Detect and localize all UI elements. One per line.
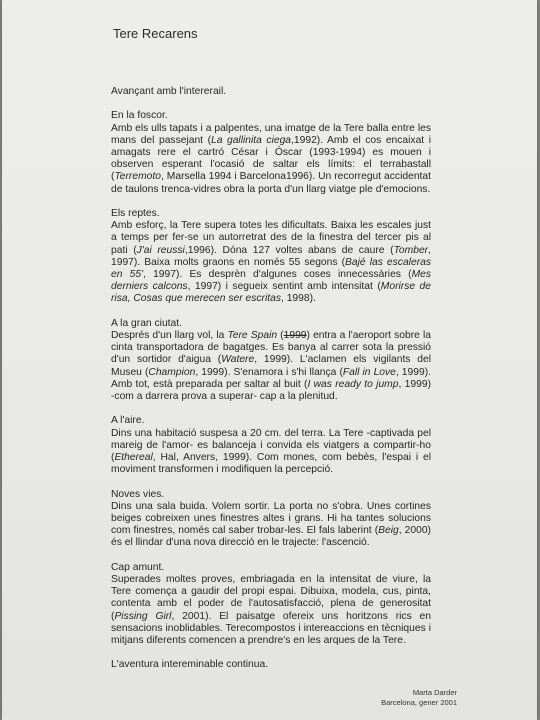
- section-heading: A l'aire.: [111, 415, 145, 427]
- closing-line: L'aventura intereminable continua.: [111, 659, 269, 671]
- work-title: I was ready to jump: [307, 378, 399, 390]
- work-title: J'ai reussi: [136, 244, 185, 256]
- intro-paragraph: Avançant amb l'intererail.: [111, 86, 227, 97]
- section-paragraph: [111, 489, 431, 550]
- section-heading: Els reptes.: [111, 208, 160, 219]
- work-title: Champion: [148, 366, 196, 378]
- work-title: Pissing Girl: [114, 610, 172, 622]
- section-paragraph: [111, 208, 431, 306]
- body-text-segment: Amb esforç, la Tere supera totes les dificultats. Baixa les escales just a temps per fer-se un autorretrat des de la finestra del tercer pis al pati (: [111, 220, 431, 256]
- work-title: Terremoto: [114, 171, 161, 183]
- document-page: [2, 0, 537, 720]
- body-text-segment: , 2000) és el llindar d'una nova direcció en le trajecte: l'ascenció.: [111, 525, 431, 549]
- section-heading: A la gran ciutat.: [111, 317, 182, 329]
- work-title: Tomber: [393, 244, 429, 256]
- signature-place-date: Barcelona, gener 2001: [381, 698, 457, 707]
- signature-name: Marta Darder: [412, 688, 457, 697]
- body-text-segment: , 1997). Baixa molts graons en només 55 segons (: [111, 244, 431, 268]
- body-text-segment: , 1999) -com a darrera prova a superar- cap a la plenitud.: [111, 378, 432, 403]
- body-text-segment: ,1992). Amb el cos encaixat i amagats rere el cartró César i Óscar (1993-1994) es mouen i observen esperant l'ocasió de saltar els límits: el terrabastall (: [111, 134, 431, 183]
- work-title: Beig: [378, 525, 399, 537]
- work-title: Fall in Love: [342, 366, 396, 378]
- signature-block: [381, 688, 457, 708]
- work-title: Morirse de risa, Cosas que merecen ser escritas: [111, 281, 431, 305]
- body-text-segment: ) entra a l'aeroport sobre la cinta transportadora de bagatges. Es banya al carrer sota la pressió d'un sortidor d'aigua (: [111, 330, 431, 366]
- body-text-segment: , 1999). Amb tot, està preparada per saltar al buit (: [111, 366, 432, 390]
- body-text-segment: , 1997) i segueix sentint amb intensitat (: [187, 281, 381, 293]
- body-text-segment: , 1997). Es desprèn d'algunes coses innecessàries (: [143, 269, 412, 281]
- document-body: [111, 86, 431, 684]
- section-paragraph: [111, 318, 431, 403]
- section-paragraph: [111, 110, 431, 195]
- struck-text: 1999: [283, 330, 307, 342]
- work-title: Watere: [221, 354, 255, 366]
- document-title: Tere Recarens: [113, 26, 198, 41]
- body-text-segment: Després d'un llarg vol, la: [111, 330, 228, 342]
- body-text-segment: ,1996). Dóna 127 voltes abans de caure (: [184, 244, 394, 256]
- section-paragraph: [111, 562, 431, 647]
- section-heading: Noves vies.: [111, 488, 165, 500]
- work-title: Bajé las escaleras en 55': [111, 256, 432, 281]
- work-title: Ethereal: [114, 452, 153, 464]
- body-text-segment: , Marsella 1994 i Barcelona1996). Un recorregut accidentat de taulons trenca-vidres obra la porta d'un llarg viatge ple d'emocions.: [111, 171, 431, 195]
- body-text-segment: , 2001). El paisatge ofereix uns horitzons rics en sensacions inoblidables. Terecompostos i intereaccions en tècniques i mitjans diferents comencen a prendre's en les arques de la Tere.: [111, 610, 431, 647]
- body-text-segment: Dins una habitació suspesa a 20 cm. del terra. La Tere -captivada pel mareig de l'amor- es balanceja i convida els viatgers a compartir-ho (: [111, 427, 431, 464]
- work-title: La gallinita ciega: [211, 134, 292, 146]
- body-text-segment: Dins una sala buida. Volem sortir. La porta no s'obra. Unes cortines beiges cobreixen unes finestres altes i grans. Hi ha tantes solucions com finestres, només cal saber trobar-les. El fals laberint (: [111, 500, 431, 537]
- work-title: Mes derniers calcons: [111, 269, 432, 293]
- work-title: Tere Spain: [227, 330, 278, 342]
- body-text-segment: (: [277, 330, 284, 342]
- body-text-segment: Amb els ulls tapats i a palpentes, una imatge de la Tere balla entre les mans del passejant (: [111, 122, 431, 146]
- section-heading: Cap amunt.: [111, 561, 165, 573]
- body-text-segment: , 1998).: [280, 293, 316, 305]
- body-text-segment: , Hal, Anvers, 1999). Com mones, com bebès, l'espai i el moviment transformen i modifiquen la percepció.: [111, 452, 431, 476]
- body-text-segment: Superades moltes proves, embriagada en la intensitat de viure, la Tere comença a gaudir del propi espai. Dibuixa, modela, cus, pinta, contenta amb el poder de l'autosatisfacció, plena de generositat (: [111, 574, 431, 622]
- body-text-segment: , 1999). L'aclamen els vigilants del Museu (: [111, 354, 431, 378]
- body-text-segment: , 1999). S'enamora i s'hi llança (: [195, 366, 343, 378]
- section-heading: En la foscor.: [111, 110, 168, 122]
- section-paragraph: [111, 415, 431, 476]
